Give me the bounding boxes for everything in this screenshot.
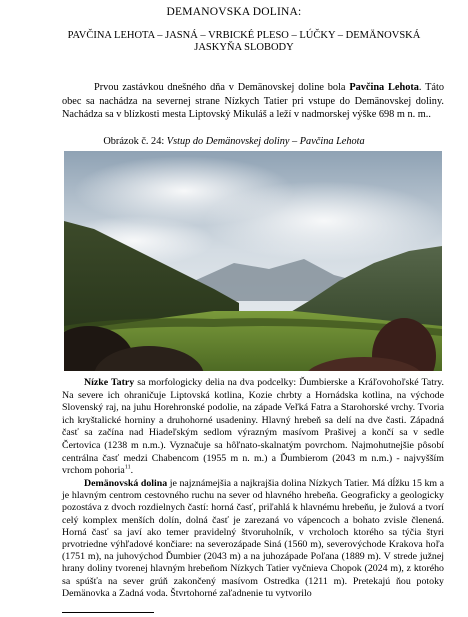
footnote-divider <box>62 612 154 613</box>
valley-photo-illustration <box>64 151 442 371</box>
footnote-ref: 11 <box>124 464 131 471</box>
page-title: DEMANOVSKA DOLINA: <box>166 6 302 18</box>
valley-photo <box>64 151 442 371</box>
place-name: Pavčina Lehota <box>349 82 419 93</box>
demanovska-dolina-paragraph: Demänovská dolina je najznámejšia a najkrajšia dolina Nízkych Tatier. Má dĺžku 15 km a je hlavným centrom cestovného ruchu na sever od hlavného hrebeňa. Geograficky a geologicky pozostáva z dvoch rozdielnych častí: horná časť, priľahlá k hlavnému hrebeňu, je žulová a tvorí celý komplex menších dolín, dolná časť je zarezaná vo vápencoch a bohato zvisle členená. Horná časť sa javí ako temer pravidelný štvoruholník, v vrcholoch ktorého sa týčia štyri prvotriedne výhľadové končiare: na severozápade Siná (1560 m), severovýchode Krakova hoľa (1751 m), na juhovýchod Ďumbier (2043 m) a na juhozápade Poľana (1889 m). V strede južnej hrany doliny tvorenej hlavným hrebeňom Nízkych Tatier vyčnieva Chopok (2024 m), z ktorého sa spúšťa na sever grúň zakončený masívom Ostredka (1211 m). Pretekajú ňou potoky Demänovka a Zadná voda. Štvrtohorné zaľadnenie tu vytvorilo <box>62 478 444 599</box>
nizke-tatry-term: Nízke Tatry <box>84 377 135 388</box>
demanovska-dolina-term: Demänovská dolina <box>84 478 168 489</box>
intro-paragraph: Prvou zastávkou dnešného dňa v Demänovskej doline bola Pavčina Lehota. Táto obec sa nachádza na severnej strane Nízkych Tatier pri vstupe do Demänovskej doliny. Nachádza sa v blízkosti mesta Liptovský Mikuláš a leží v nadmorskej výške 698 m n. m.. <box>62 82 444 121</box>
nizke-tatry-paragraph: Nízke Tatry sa morfologicky delia na dva podcelky: Ďumbierske a Kráľovohoľské Tatry. Na severe ich ohraničuje Liptovská kotlina, Kozie chrbty a Hornádska kotlina, na východe Slovenský raj, na juhu Horehronské podolie, na západe Veľká Fatra a Starohorské vrchy. Tvoria ich kryštalické horniny a druhohorné usadeniny. Hlavný hrebeň sa delí na dve časti. Západná časť sa začína nad Hiadeľským sedlom výrazným masívom Prašivej a končí sa v sedle Čertovica (1238 m n.m.). Vyznačuje sa hôľnato-skalnatým povrchom. Najmohutnejšie pôsobí centrálna časť medzi Chabencom (1955 m n. m.) a Ďumbierom (2043 m n.m.) - najvyšším vrchom pohoria$^{11}$. <box>62 377 445 477</box>
figure-caption: Obrázok č. 24: Vstup do Demänovskej doliny – Pavčina Lehota <box>103 136 365 147</box>
page-subtitle: PAVČINA LEHOTA – JASNÁ – VRBICKÉ PLESO – LÚČKY – DEMÄNOVSKÁ JASKYŇA SLOBODY <box>67 30 421 53</box>
